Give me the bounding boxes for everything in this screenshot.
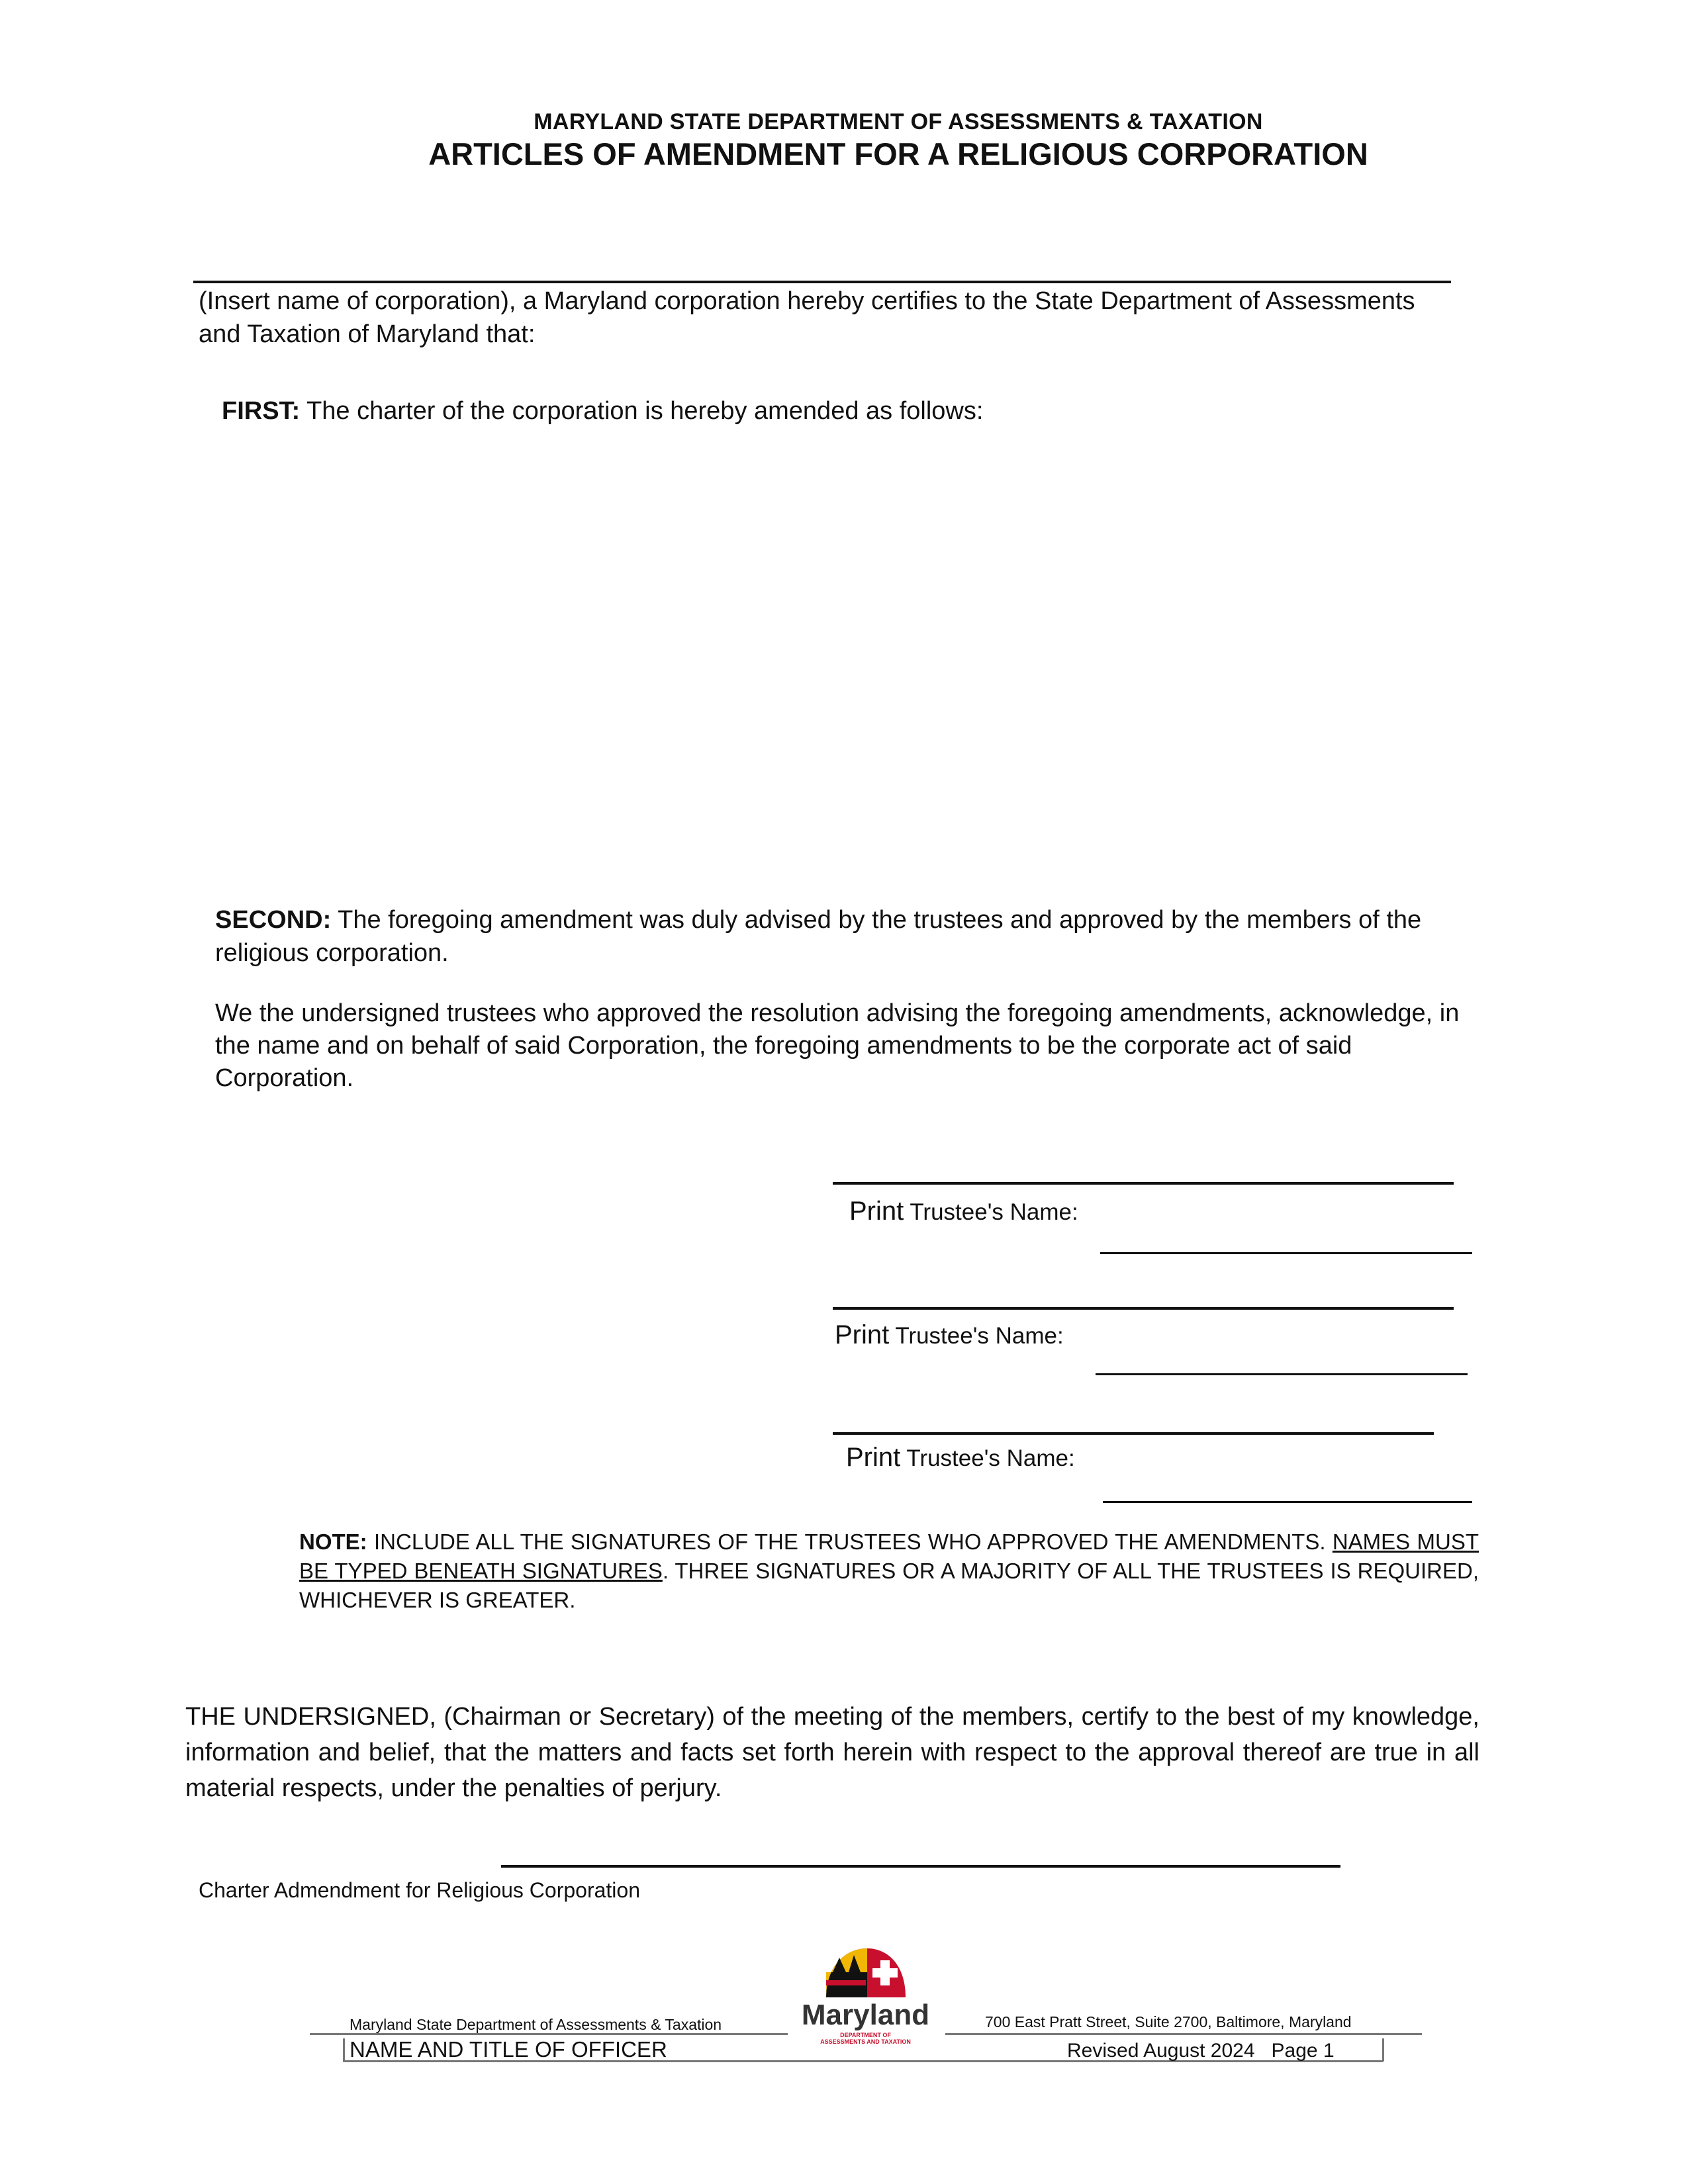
form-name-label: Charter Admendment for Religious Corporation: [199, 1878, 640, 1902]
note-label: NOTE:: [299, 1529, 367, 1554]
trustee-name-line-1[interactable]: [1100, 1252, 1472, 1254]
trustee-name-line-2[interactable]: [1096, 1373, 1468, 1375]
corporation-name-line[interactable]: [193, 281, 1451, 283]
officer-signature-line[interactable]: [501, 1865, 1340, 1868]
maryland-logo: [788, 1946, 943, 2045]
second-article: [215, 903, 1486, 970]
revision-page-info: Revised August 2024 Page 1: [1067, 2040, 1335, 2062]
footer-rule-right: [945, 2033, 1422, 2035]
second-label: SECOND:: [215, 906, 332, 934]
first-label: FIRST:: [222, 397, 301, 425]
trustee-name-label-2: Print Trustee's Name:: [835, 1320, 1064, 1349]
intro-paragraph: (Insert name of corporation), a Maryland corporation hereby certifies to the State Department of Assessments and Taxation of Maryland that:: [199, 287, 1415, 348]
note-text-2: . THREE SIGNATURES OR A MAJORITY OF ALL THE TRUSTEES IS REQUIRED, WHICHEVER IS GREATER.: [299, 1559, 1479, 1612]
acknowledgment-paragraph: We the undersigned trustees who approved the resolution advising the foregoing amendments, acknowledge, in the name and on behalf of said Corporation, the foregoing amendments to be the corporate act of said Corporation.: [215, 999, 1460, 1092]
form-title: ARTICLES OF AMENDMENT FOR A RELIGIOUS CORPORATION: [428, 136, 1368, 171]
officer-name-title-label: NAME AND TITLE OF OFFICER: [350, 2037, 667, 2062]
signature-note: [299, 1527, 1479, 1615]
logo-wordmark: Maryland: [801, 1999, 930, 2031]
trustee-signature-line-1[interactable]: [833, 1182, 1454, 1185]
footer-address: 700 East Pratt Street, Suite 2700, Baltimore, Maryland: [985, 2013, 1352, 2030]
second-text: The foregoing amendment was duly advised by the trustees and approved by the members of the religious corporation.: [215, 906, 1422, 967]
note-text-1: INCLUDE ALL THE SIGNATURES OF THE TRUSTEES WHO APPROVED THE AMENDMENTS.: [367, 1529, 1333, 1554]
certification-paragraph: THE UNDERSIGNED, (Chairman or Secretary) of the meeting of the members, certify to the best of my knowledge, information and belief, that the matters and facts set forth herein with respect to the approval thereof are true in all material respects, under the penalties of perjury.: [185, 1703, 1479, 1802]
trustee-name-line-3[interactable]: [1103, 1501, 1472, 1503]
maryland-flag-icon: [820, 1946, 912, 1999]
agency-heading: MARYLAND STATE DEPARTMENT OF ASSESSMENTS & TAXATION: [534, 109, 1263, 134]
trustee-name-label-3: Print Trustee's Name:: [846, 1443, 1075, 1472]
logo-subtitle: DEPARTMENT OF ASSESSMENTS AND TAXATION: [820, 2032, 911, 2045]
trustee-name-label-1: Print Trustee's Name:: [849, 1197, 1078, 1226]
trustee-signature-line-3[interactable]: [833, 1432, 1434, 1435]
note-underlined-text: NAMES MUST BE TYPED BENEATH SIGNATURES: [299, 1529, 1479, 1583]
footer-bracket-left: [343, 2038, 345, 2061]
footer-bracket-right: [1382, 2038, 1384, 2061]
trustee-signature-line-2[interactable]: [833, 1307, 1454, 1310]
footer-agency-name: Maryland State Department of Assessments & Taxation: [350, 2016, 722, 2033]
first-article: [222, 394, 983, 428]
first-text: The charter of the corporation is hereby amended as follows:: [300, 397, 984, 425]
